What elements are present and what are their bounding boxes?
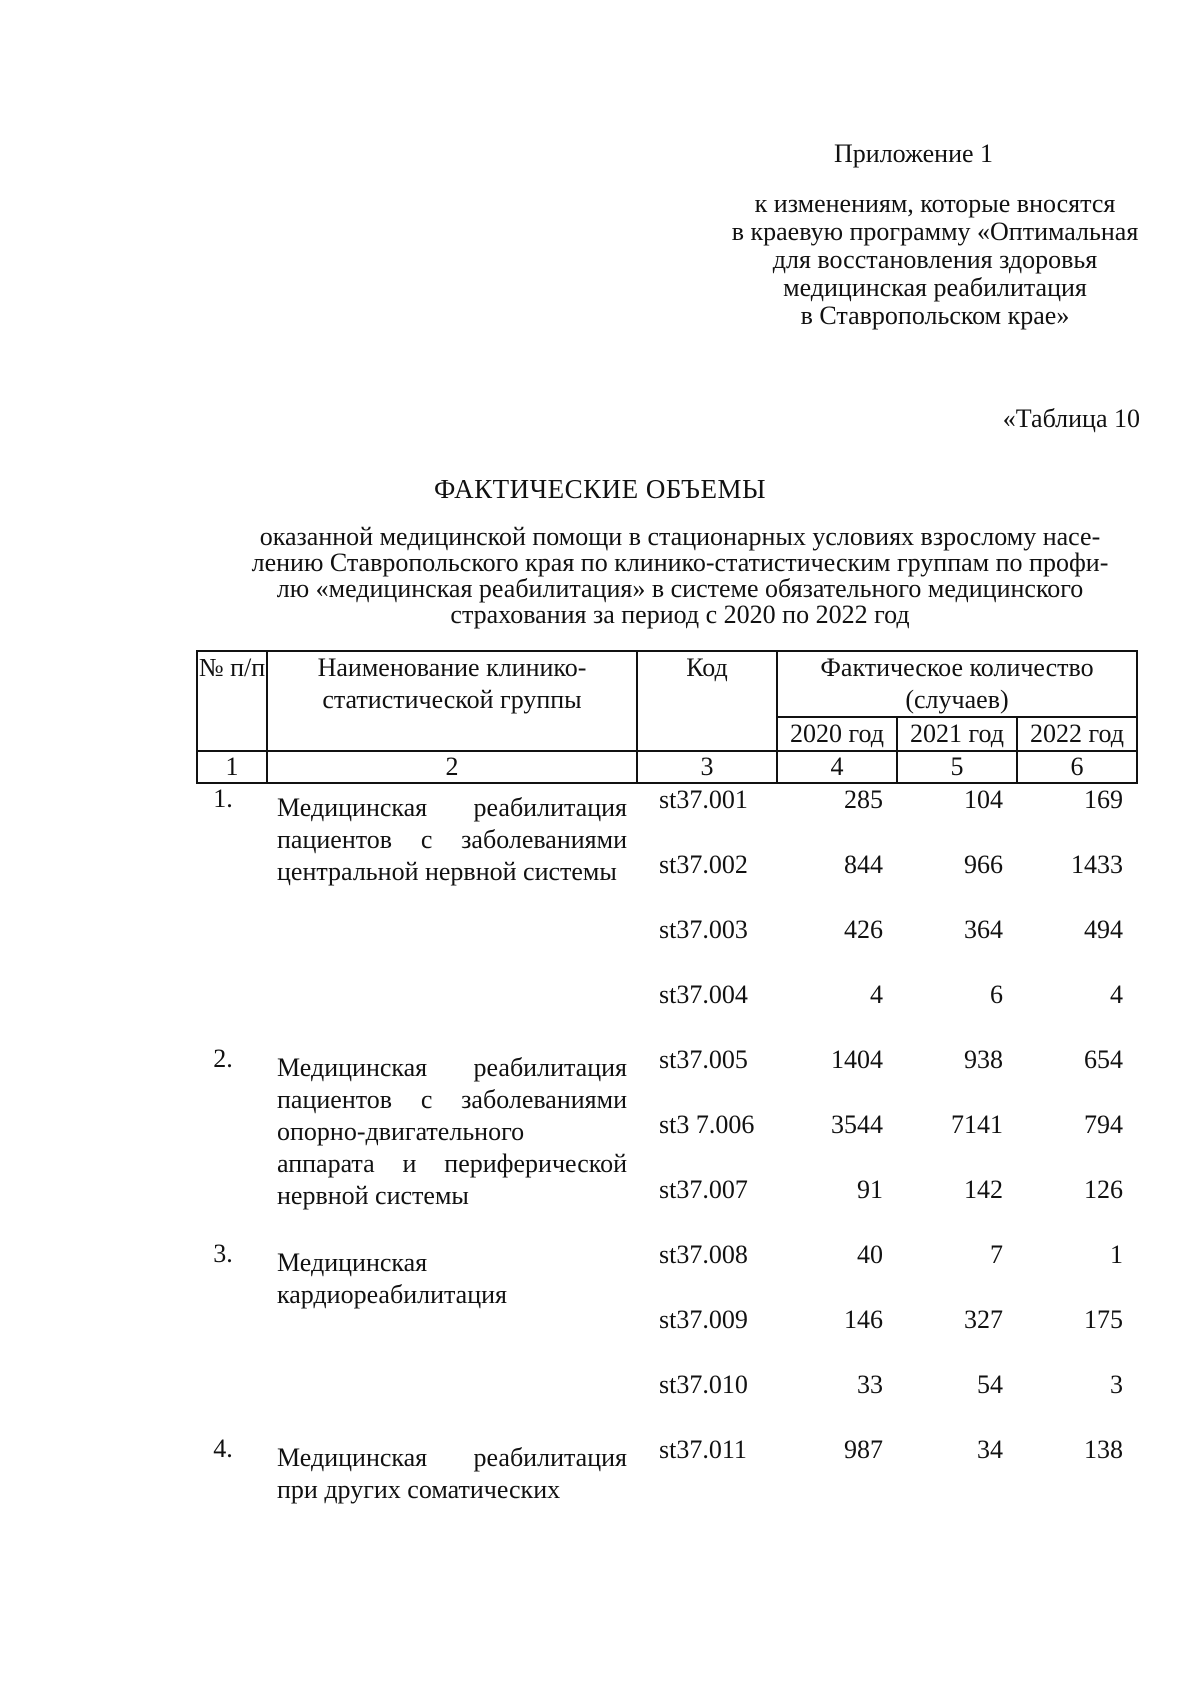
header-number: № п/п xyxy=(197,651,267,751)
value-2021: 966 xyxy=(964,850,1003,879)
column-number: 5 xyxy=(897,751,1017,783)
code-value: st37.007 xyxy=(659,1175,748,1204)
appendix-line: в Ставропольском крае» xyxy=(800,301,1070,330)
code-value: st37.003 xyxy=(659,915,748,944)
value-cell-2022 xyxy=(1017,1239,1137,1434)
value-2022: 4 xyxy=(1110,980,1123,1009)
code-cell xyxy=(637,1434,777,1506)
group-name: Медицинская реабилитация при других соматических xyxy=(277,1443,627,1504)
value-2022: 654 xyxy=(1084,1045,1123,1074)
group-name: Медицинская реабилитация пациентов с заболеваниями центральной нервной системы xyxy=(277,793,627,886)
code-value: st37.001 xyxy=(659,785,748,814)
value-2020: 4 xyxy=(870,980,883,1009)
value-2020: 426 xyxy=(844,915,883,944)
value-2020: 91 xyxy=(857,1175,883,1204)
value-cell-2020 xyxy=(777,1239,897,1434)
code-cell xyxy=(637,1239,777,1434)
group-name: Медицинская реабилитация пациентов с заболеваниями опорно-двигательного аппарата и периферической нервной системы xyxy=(277,1053,627,1210)
value-2020: 40 xyxy=(857,1240,883,1269)
value-2021: 364 xyxy=(964,915,1003,944)
value-cell-2020 xyxy=(777,783,897,1044)
value-cell-2022 xyxy=(1017,1434,1137,1506)
subtitle-line: оказанной медицинской помощи в стационарных условиях взрослому насе- xyxy=(259,522,1101,551)
appendix-lines xyxy=(700,190,1170,330)
table-number: «Таблица 10 xyxy=(1002,404,1140,433)
document-subtitle xyxy=(215,524,1145,628)
value-2020: 33 xyxy=(857,1370,883,1399)
code-value: st37.009 xyxy=(659,1305,748,1334)
group-number: 4. xyxy=(213,1434,233,1463)
group-number: 3. xyxy=(213,1239,233,1268)
header-row xyxy=(197,651,1137,717)
value-2020: 1404 xyxy=(831,1045,883,1074)
code-value: st37.011 xyxy=(659,1435,747,1464)
document-title: ФАКТИЧЕСКИЕ ОБЪЕМЫ xyxy=(433,474,766,504)
appendix-block xyxy=(700,140,1170,330)
value-2022: 794 xyxy=(1084,1110,1123,1139)
value-2021: 34 xyxy=(977,1435,1003,1464)
value-2021: 327 xyxy=(964,1305,1003,1334)
value-2022: 138 xyxy=(1084,1435,1123,1464)
value-2020: 844 xyxy=(844,850,883,879)
code-value: st37.005 xyxy=(659,1045,748,1074)
value-2021: 6 xyxy=(990,980,1003,1009)
subtitle-line: лю «медицинская реабилитация» в системе обязательного медицинского xyxy=(276,574,1084,603)
value-2020: 285 xyxy=(844,785,883,814)
value-2021: 7141 xyxy=(951,1110,1003,1139)
code-value: st37.010 xyxy=(659,1370,748,1399)
code-value: st3 7.006 xyxy=(659,1110,755,1139)
value-cell-2020 xyxy=(777,1044,897,1239)
header-year: 2021 год xyxy=(897,717,1017,751)
appendix-line: для восстановления здоровья xyxy=(772,245,1098,274)
value-2022: 175 xyxy=(1084,1305,1123,1334)
value-cell-2020 xyxy=(777,1434,897,1506)
appendix-line: медицинская реабилитация xyxy=(783,273,1087,302)
group-number: 1. xyxy=(213,784,233,813)
code-value: st37.002 xyxy=(659,850,748,879)
value-cell-2021 xyxy=(897,1239,1017,1434)
header-actual: Фактическое количество (случаев) xyxy=(777,651,1137,717)
header-code: Код xyxy=(637,651,777,751)
column-number: 4 xyxy=(777,751,897,783)
value-cell-2022 xyxy=(1017,783,1137,1044)
column-number: 6 xyxy=(1017,751,1137,783)
volumes-table xyxy=(196,650,1138,1506)
appendix-title: Приложение 1 xyxy=(834,139,994,168)
value-2022: 126 xyxy=(1084,1175,1123,1204)
value-2022: 1 xyxy=(1110,1240,1123,1269)
appendix-line: к изменениям, которые вносятся xyxy=(754,189,1116,218)
value-2021: 142 xyxy=(964,1175,1003,1204)
value-2022: 1433 xyxy=(1071,850,1123,879)
header-year: 2022 год xyxy=(1017,717,1137,751)
value-2022: 169 xyxy=(1084,785,1123,814)
value-cell-2021 xyxy=(897,1044,1017,1239)
subtitle-line: страхования за период с 2020 по 2022 год xyxy=(450,600,910,629)
value-cell-2021 xyxy=(897,783,1017,1044)
value-2020: 146 xyxy=(844,1305,883,1334)
value-2021: 7 xyxy=(990,1240,1003,1269)
value-cell-2021 xyxy=(897,1434,1017,1506)
value-2020: 3544 xyxy=(831,1110,883,1139)
value-2020: 987 xyxy=(844,1435,883,1464)
code-value: st37.004 xyxy=(659,980,748,1009)
value-2022: 3 xyxy=(1110,1370,1123,1399)
table-row xyxy=(197,1239,1137,1434)
code-cell xyxy=(637,783,777,1044)
table-row xyxy=(197,1434,1137,1506)
value-2022: 494 xyxy=(1084,915,1123,944)
group-name: Медицинская кардиореабилитация xyxy=(277,1248,508,1309)
table-row xyxy=(197,1044,1137,1239)
column-number: 1 xyxy=(197,751,267,783)
column-number: 3 xyxy=(637,751,777,783)
value-2021: 54 xyxy=(977,1370,1003,1399)
column-number: 2 xyxy=(267,751,637,783)
table-row xyxy=(197,783,1137,1044)
value-cell-2022 xyxy=(1017,1044,1137,1239)
appendix-line: в краевую программу «Оптимальная xyxy=(731,217,1139,246)
value-2021: 938 xyxy=(964,1045,1003,1074)
value-2021: 104 xyxy=(964,785,1003,814)
code-cell xyxy=(637,1044,777,1239)
code-value: st37.008 xyxy=(659,1240,748,1269)
header-year: 2020 год xyxy=(777,717,897,751)
group-number: 2. xyxy=(213,1044,233,1073)
column-number-row xyxy=(197,751,1137,783)
header-name: Наименование клинико-статистической группы xyxy=(267,651,637,751)
subtitle-line: лению Ставропольского края по клинико-статистическим группам по профи- xyxy=(251,548,1109,577)
